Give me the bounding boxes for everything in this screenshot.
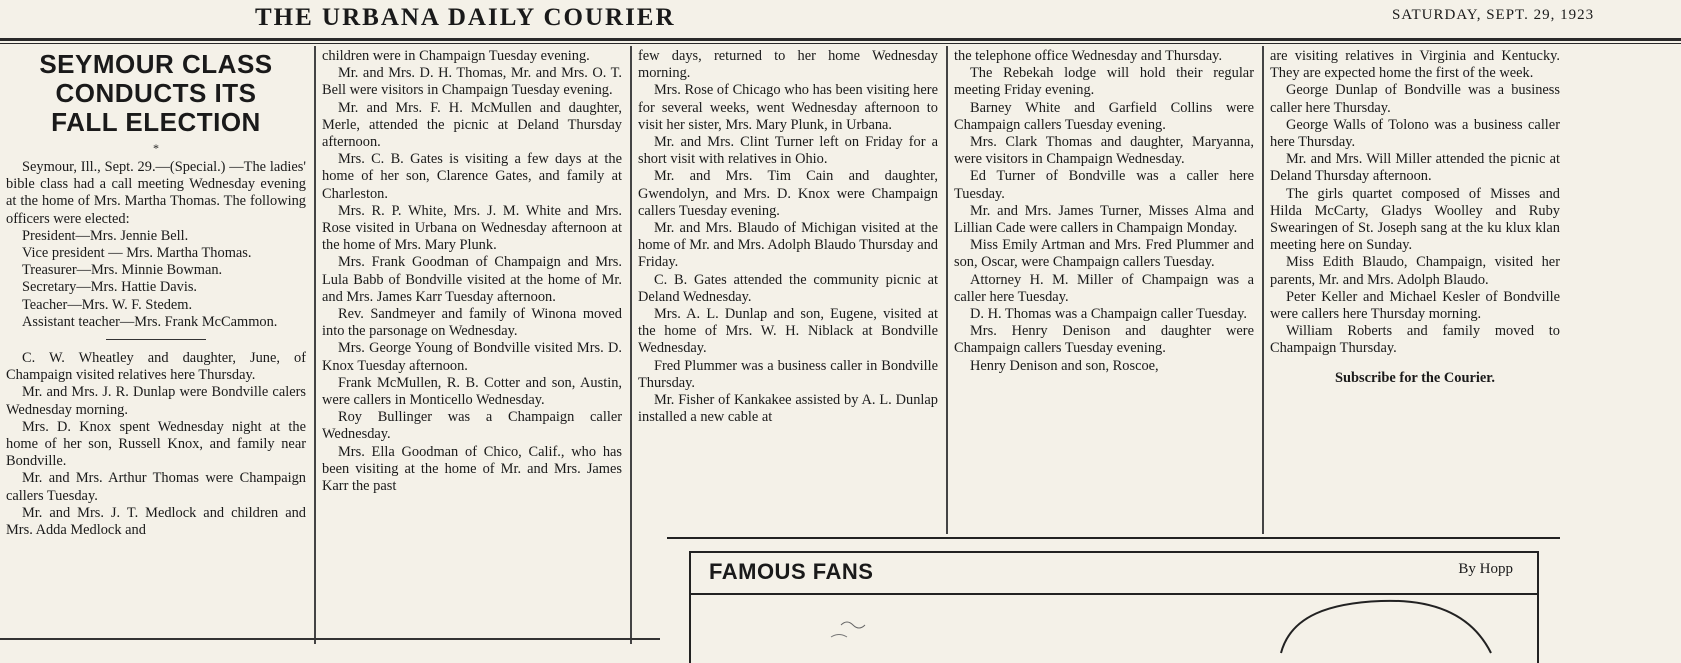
paragraph: Mrs. A. L. Dunlap and son, Eugene, visited at the home of Mrs. W. H. Niblack at Bondville Wednesday. (638, 306, 938, 357)
paragraph: Mrs. Rose of Chicago who has been visiting here for several weeks, went Wednesday afternoon to visit her sister, Mrs. Mary Plunk, in Urbana. (638, 82, 938, 133)
paragraph: Mr. and Mrs. J. T. Medlock and children and Mrs. Adda Medlock and (6, 504, 306, 539)
column-divider (314, 46, 316, 644)
paragraph: few days, returned to her home Wednesday morning. (638, 48, 938, 82)
paragraph: Seymour, Ill., Sept. 29.—(Special.) —The ladies' bible class had a call meeting Wednesday evening at the home of Mrs. Martha Thomas. The following officers were elected: (6, 159, 306, 227)
masthead-rule (0, 38, 1681, 41)
paragraph: Attorney H. M. Miller of Champaign was a caller here Tuesday. (954, 271, 1254, 305)
paragraph: The Rebekah lodge will hold their regular meeting Friday evening. (954, 65, 1254, 99)
bottom-rule (0, 638, 660, 640)
column-1 (6, 48, 306, 638)
paragraph: Ed Turner of Bondville was a caller here Tuesday. (954, 168, 1254, 202)
paragraph: Mr. and Mrs. Tim Cain and daughter, Gwendolyn, and Mrs. D. Knox were Champaign callers Tuesday evening. (638, 168, 938, 219)
paragraph: Mr. and Mrs. J. R. Dunlap were Bondville calers Wednesday morning. (6, 384, 306, 418)
paragraph: Miss Edith Blaudo, Champaign, visited her parents, Mr. and Mrs. Adolph Blaudo. (1270, 254, 1560, 288)
paragraph: Assistant teacher—Mrs. Frank McCammon. (22, 313, 278, 330)
paragraph: George Dunlap of Bondville was a business caller here Thursday. (1270, 82, 1560, 116)
headline-line-1: SEYMOUR CLASS (39, 49, 273, 79)
paragraph: Roy Bullinger was a Champaign caller Wednesday. (322, 409, 622, 443)
subscribe-notice: Subscribe for the Courier. (1335, 369, 1495, 386)
paragraph: Treasurer—Mrs. Minnie Bowman. (22, 262, 223, 279)
column-divider (946, 46, 948, 534)
column-4 (954, 48, 1254, 536)
column-3 (638, 48, 938, 536)
paragraph: Miss Emily Artman and Mrs. Fred Plummer and son, Oscar, were Champaign callers Tuesday. (954, 237, 1254, 271)
star-separator: * (153, 141, 159, 155)
paragraph: The girls quartet composed of Misses and Hilda McCarty, Gladys Woolley and Ruby Swearingen of St. Joseph sang at the ku klux klan meeting here on Sunday. (1270, 185, 1560, 254)
paragraph: Teacher—Mrs. W. F. Stedem. (22, 296, 193, 313)
paragraph: Henry Denison and son, Roscoe, (970, 357, 1159, 374)
column-2 (322, 48, 622, 638)
paragraph: Mrs. C. B. Gates is visiting a few days at the home of her son, Clarence Gates, and family at Charleston. (322, 151, 622, 202)
paragraph: Mrs. R. P. White, Mrs. J. M. White and Mrs. Rose visited in Urbana on Wednesday afternoon at the home of Mrs. Mary Plunk. (322, 202, 622, 254)
paragraph: Mr. and Mrs. Will Miller attended the picnic at Deland Thursday afternoon. (1270, 151, 1560, 185)
paragraph: Peter Keller and Michael Kesler of Bondville were callers here Thursday morning. (1270, 288, 1560, 323)
column-5 (1270, 48, 1560, 536)
headline-line-2: CONDUCTS ITS (55, 78, 257, 108)
paragraph: Mr. and Mrs. Clint Turner left on Friday for a short visit with relatives in Ohio. (638, 134, 938, 168)
paragraph: Mr. and Mrs. Blaudo of Michigan visited at the home of Mr. and Mrs. Adolph Blaudo Thursday and Friday. (638, 220, 938, 271)
cartoon-drawing (691, 595, 1537, 655)
dateline: SATURDAY, SEPT. 29, 1923 (1392, 7, 1595, 23)
paragraph: children were in Champaign Tuesday evening. (322, 48, 590, 64)
cartoon-frame (689, 551, 1539, 663)
paragraph: Vice president — Mrs. Martha Thomas. (22, 245, 252, 262)
paragraph: William Roberts and family moved to Champaign Thursday. (1270, 323, 1560, 357)
paragraph: Mr. and Mrs. Arthur Thomas were Champaign callers Tuesday. (6, 470, 306, 504)
masthead-rule-thin (0, 43, 1681, 44)
paragraph: Mrs. Frank Goodman of Champaign and Mrs. Lula Babb of Bondville visited at the home of Mr. and Mrs. James Karr Tuesday afternoon. (322, 254, 622, 305)
paragraph: C. W. Wheatley and daughter, June, of Champaign visited relatives here Thursday. (6, 350, 306, 384)
paragraph: Mrs. D. Knox spent Wednesday night at the home of her son, Russell Knox, and family near Bondville. (6, 418, 306, 470)
paragraph: D. H. Thomas was a Champaign caller Tuesday. (970, 306, 1247, 323)
paragraph: Fred Plummer was a business caller in Bondville Thursday. (638, 357, 938, 391)
paragraph: George Walls of Tolono was a business caller here Thursday. (1270, 116, 1560, 151)
paper-name: THE URBANA DAILY COURIER (255, 4, 676, 31)
paragraph: Mrs. George Young of Bondville visited Mrs. D. Knox Tuesday afternoon. (322, 340, 622, 374)
cartoon-panel (667, 537, 1560, 646)
paragraph: Mr. and Mrs. F. H. McMullen and daughter, Merle, attended the picnic at Deland Thursday afternoon. (322, 99, 622, 151)
paragraph: C. B. Gates attended the community picnic at Deland Wednesday. (638, 271, 938, 305)
headline-line-3: FALL ELECTION (51, 107, 261, 137)
paragraph: the telephone office Wednesday and Thursday. (954, 48, 1223, 64)
headline (6, 50, 306, 137)
column-divider (1262, 46, 1264, 534)
paragraph: Frank McMullen, R. B. Cotter and son, Austin, were callers in Monticello Wednesday. (322, 374, 622, 409)
paragraph: Mrs. Ella Goodman of Chico, Calif., who has been visiting at the home of Mr. and Mrs. James Karr the past (322, 443, 622, 495)
paragraph: Rev. Sandmeyer and family of Winona moved into the parsonage on Wednesday. (322, 306, 622, 340)
paragraph: Mr. and Mrs. D. H. Thomas, Mr. and Mrs. O. T. Bell were visitors in Champaign Tuesday evening. (322, 65, 622, 99)
cartoon-title: FAMOUS FANS (709, 559, 874, 584)
paragraph: Barney White and Garfield Collins were Champaign callers Tuesday evening. (954, 99, 1254, 133)
cartoon-credit: By Hopp (1458, 561, 1513, 577)
paragraph: Mrs. Henry Denison and daughter were Champaign callers Tuesday evening. (954, 323, 1254, 357)
column-divider (630, 46, 632, 644)
paragraph: President—Mrs. Jennie Bell. (22, 227, 189, 244)
paragraph: are visiting relatives in Virginia and Kentucky. They are expected home the first of the week. (1270, 48, 1560, 82)
section-divider (106, 339, 206, 340)
paragraph: Mr. and Mrs. James Turner, Misses Alma and Lillian Cade were callers in Champaign Monday. (954, 202, 1254, 237)
paragraph: Secretary—Mrs. Hattie Davis. (22, 279, 198, 296)
paragraph: Mr. Fisher of Kankakee assisted by A. L. Dunlap installed a new cable at (638, 392, 938, 426)
paragraph: Mrs. Clark Thomas and daughter, Maryanna, were visitors in Champaign Wednesday. (954, 134, 1254, 168)
